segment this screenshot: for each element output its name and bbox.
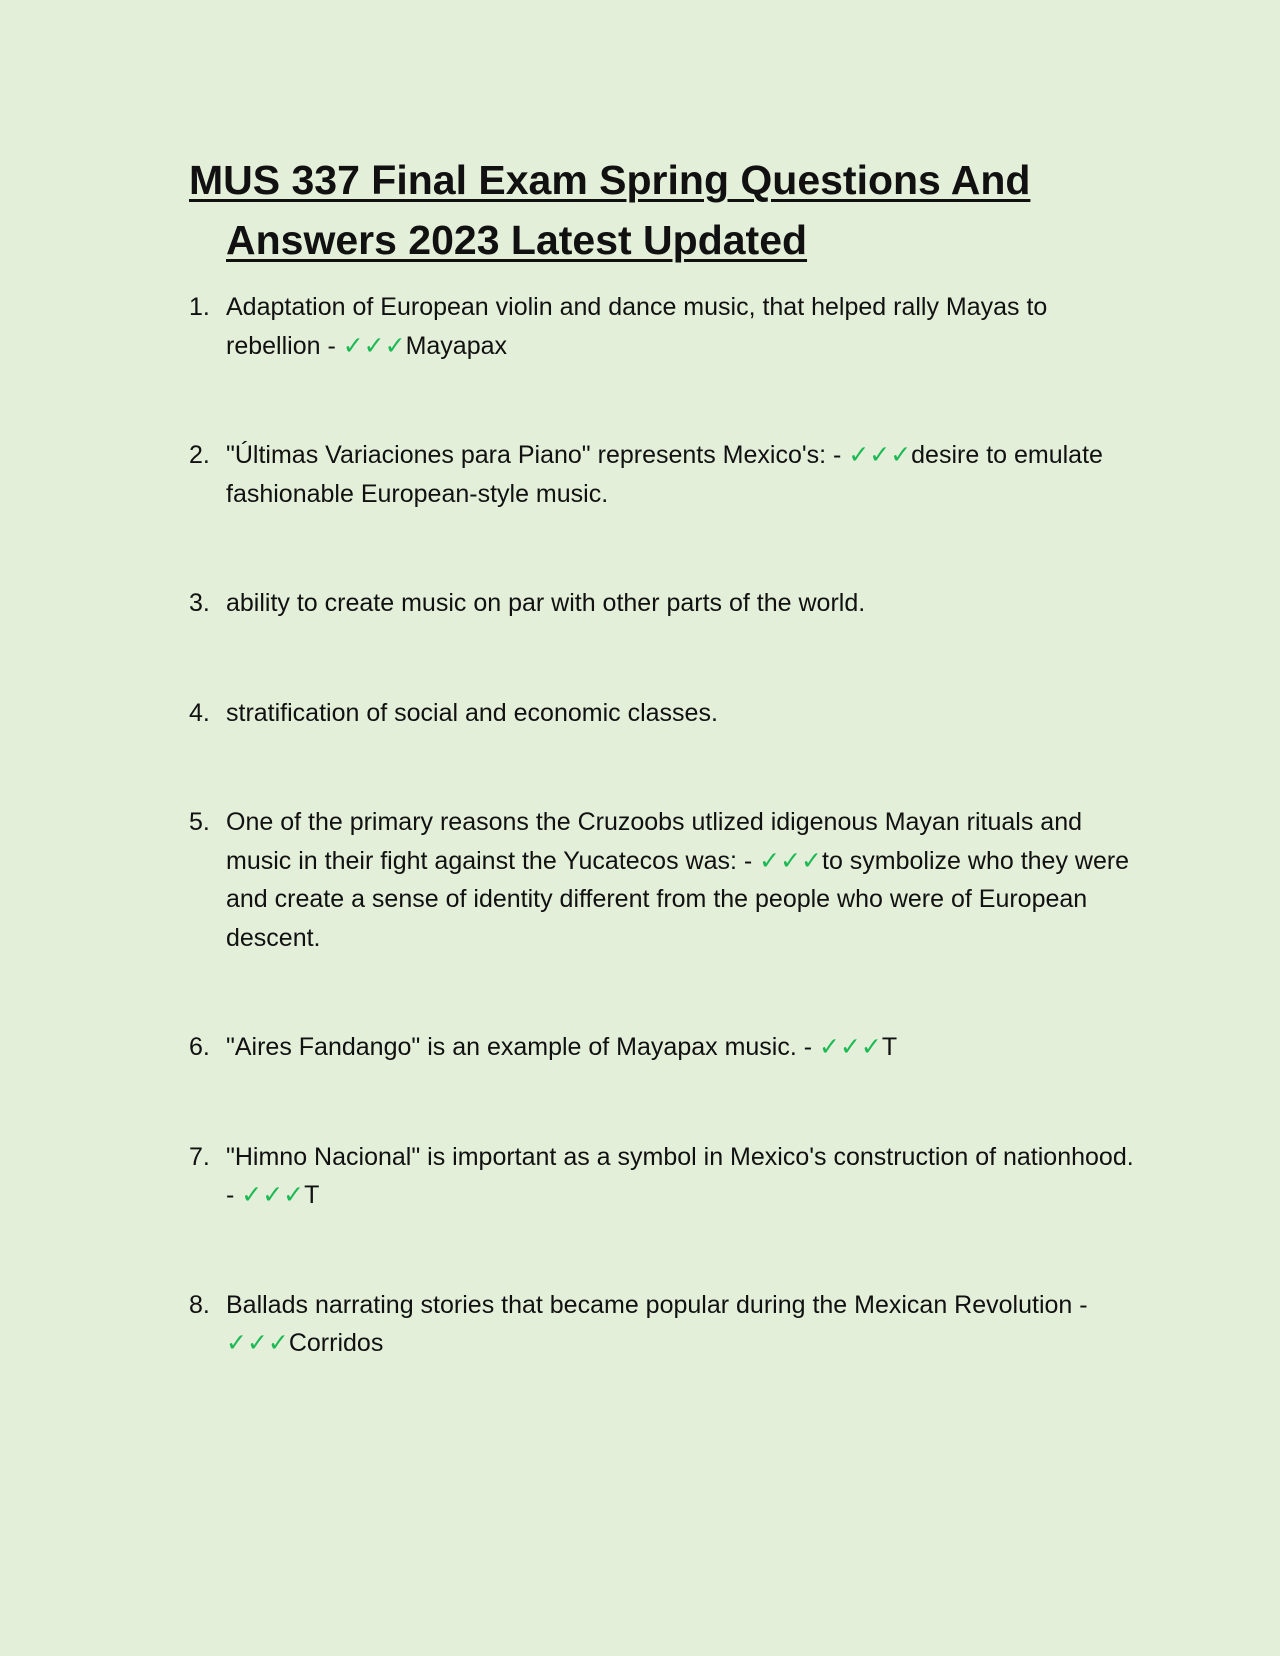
question-text: "Últimas Variaciones para Piano" represents Mexico's: - <box>226 441 849 469</box>
item-number: 4. <box>189 698 210 727</box>
answer-text: T <box>881 1033 898 1061</box>
list-item <box>189 1138 1139 1215</box>
list-item <box>189 803 1139 957</box>
checkmark-icon: ✓✓✓ <box>759 846 822 875</box>
question-text: stratification of social and economic classes. <box>226 698 718 727</box>
checkmark-icon: ✓✓✓ <box>241 1181 305 1209</box>
answer-text: to symbolize who they were and create a sense of identity different from the people who were of European descent. <box>226 846 1130 952</box>
list-item <box>189 436 1139 513</box>
list-item <box>189 1028 1139 1067</box>
checkmark-icon: ✓✓✓ <box>848 441 912 469</box>
answer-text: desire to emulate fashionable European-style music. <box>226 441 1103 508</box>
question-text: One of the primary reasons the Cruzoobs utlized idigenous Mayan rituals and music in their fight against the Yucatecos was: - <box>226 808 1083 875</box>
checkmark-icon: ✓✓✓ <box>226 1329 289 1357</box>
item-text <box>226 803 1139 957</box>
item-number: 1. <box>189 293 210 321</box>
item-number: 7. <box>189 1142 210 1171</box>
answer-text: Mayapax <box>405 331 508 360</box>
item-text <box>226 584 1139 623</box>
item-text <box>226 436 1139 513</box>
item-number: 6. <box>189 1033 210 1061</box>
question-text: ability to create music on par with other parts of the world. <box>226 589 866 617</box>
list-item <box>189 584 1139 623</box>
question-text: Ballads narrating stories that became popular during the Mexican Revolution - <box>226 1290 1088 1319</box>
list-item <box>189 288 1139 365</box>
list-item <box>189 1286 1139 1363</box>
question-text: "Himno Nacional" is important as a symbol in Mexico's construction of nationhood. - <box>226 1142 1134 1209</box>
item-number: 8. <box>189 1290 210 1319</box>
document-title <box>189 150 1089 270</box>
item-text <box>226 1138 1139 1215</box>
item-text <box>226 694 1139 733</box>
item-text <box>226 1286 1139 1363</box>
title-line-1: MUS 337 Final Exam Spring Questions And <box>189 157 1031 203</box>
list-item <box>189 694 1139 733</box>
question-list <box>189 288 1139 1434</box>
checkmark-icon: ✓✓✓ <box>819 1033 882 1061</box>
item-text <box>226 1028 1139 1067</box>
answer-text: T <box>304 1181 320 1209</box>
item-number: 5. <box>189 808 210 836</box>
item-number: 3. <box>189 589 210 617</box>
question-text: Adaptation of European violin and dance music, that helped rally Mayas to rebellion - <box>226 293 1048 360</box>
question-text: "Aires Fandango" is an example of Mayapax music. - <box>226 1033 820 1061</box>
item-number: 2. <box>189 441 210 469</box>
checkmark-icon: ✓✓✓ <box>342 331 406 360</box>
item-text <box>226 288 1139 365</box>
title-line-2: Answers 2023 Latest Updated <box>226 217 808 263</box>
answer-text: Corridos <box>288 1329 384 1357</box>
